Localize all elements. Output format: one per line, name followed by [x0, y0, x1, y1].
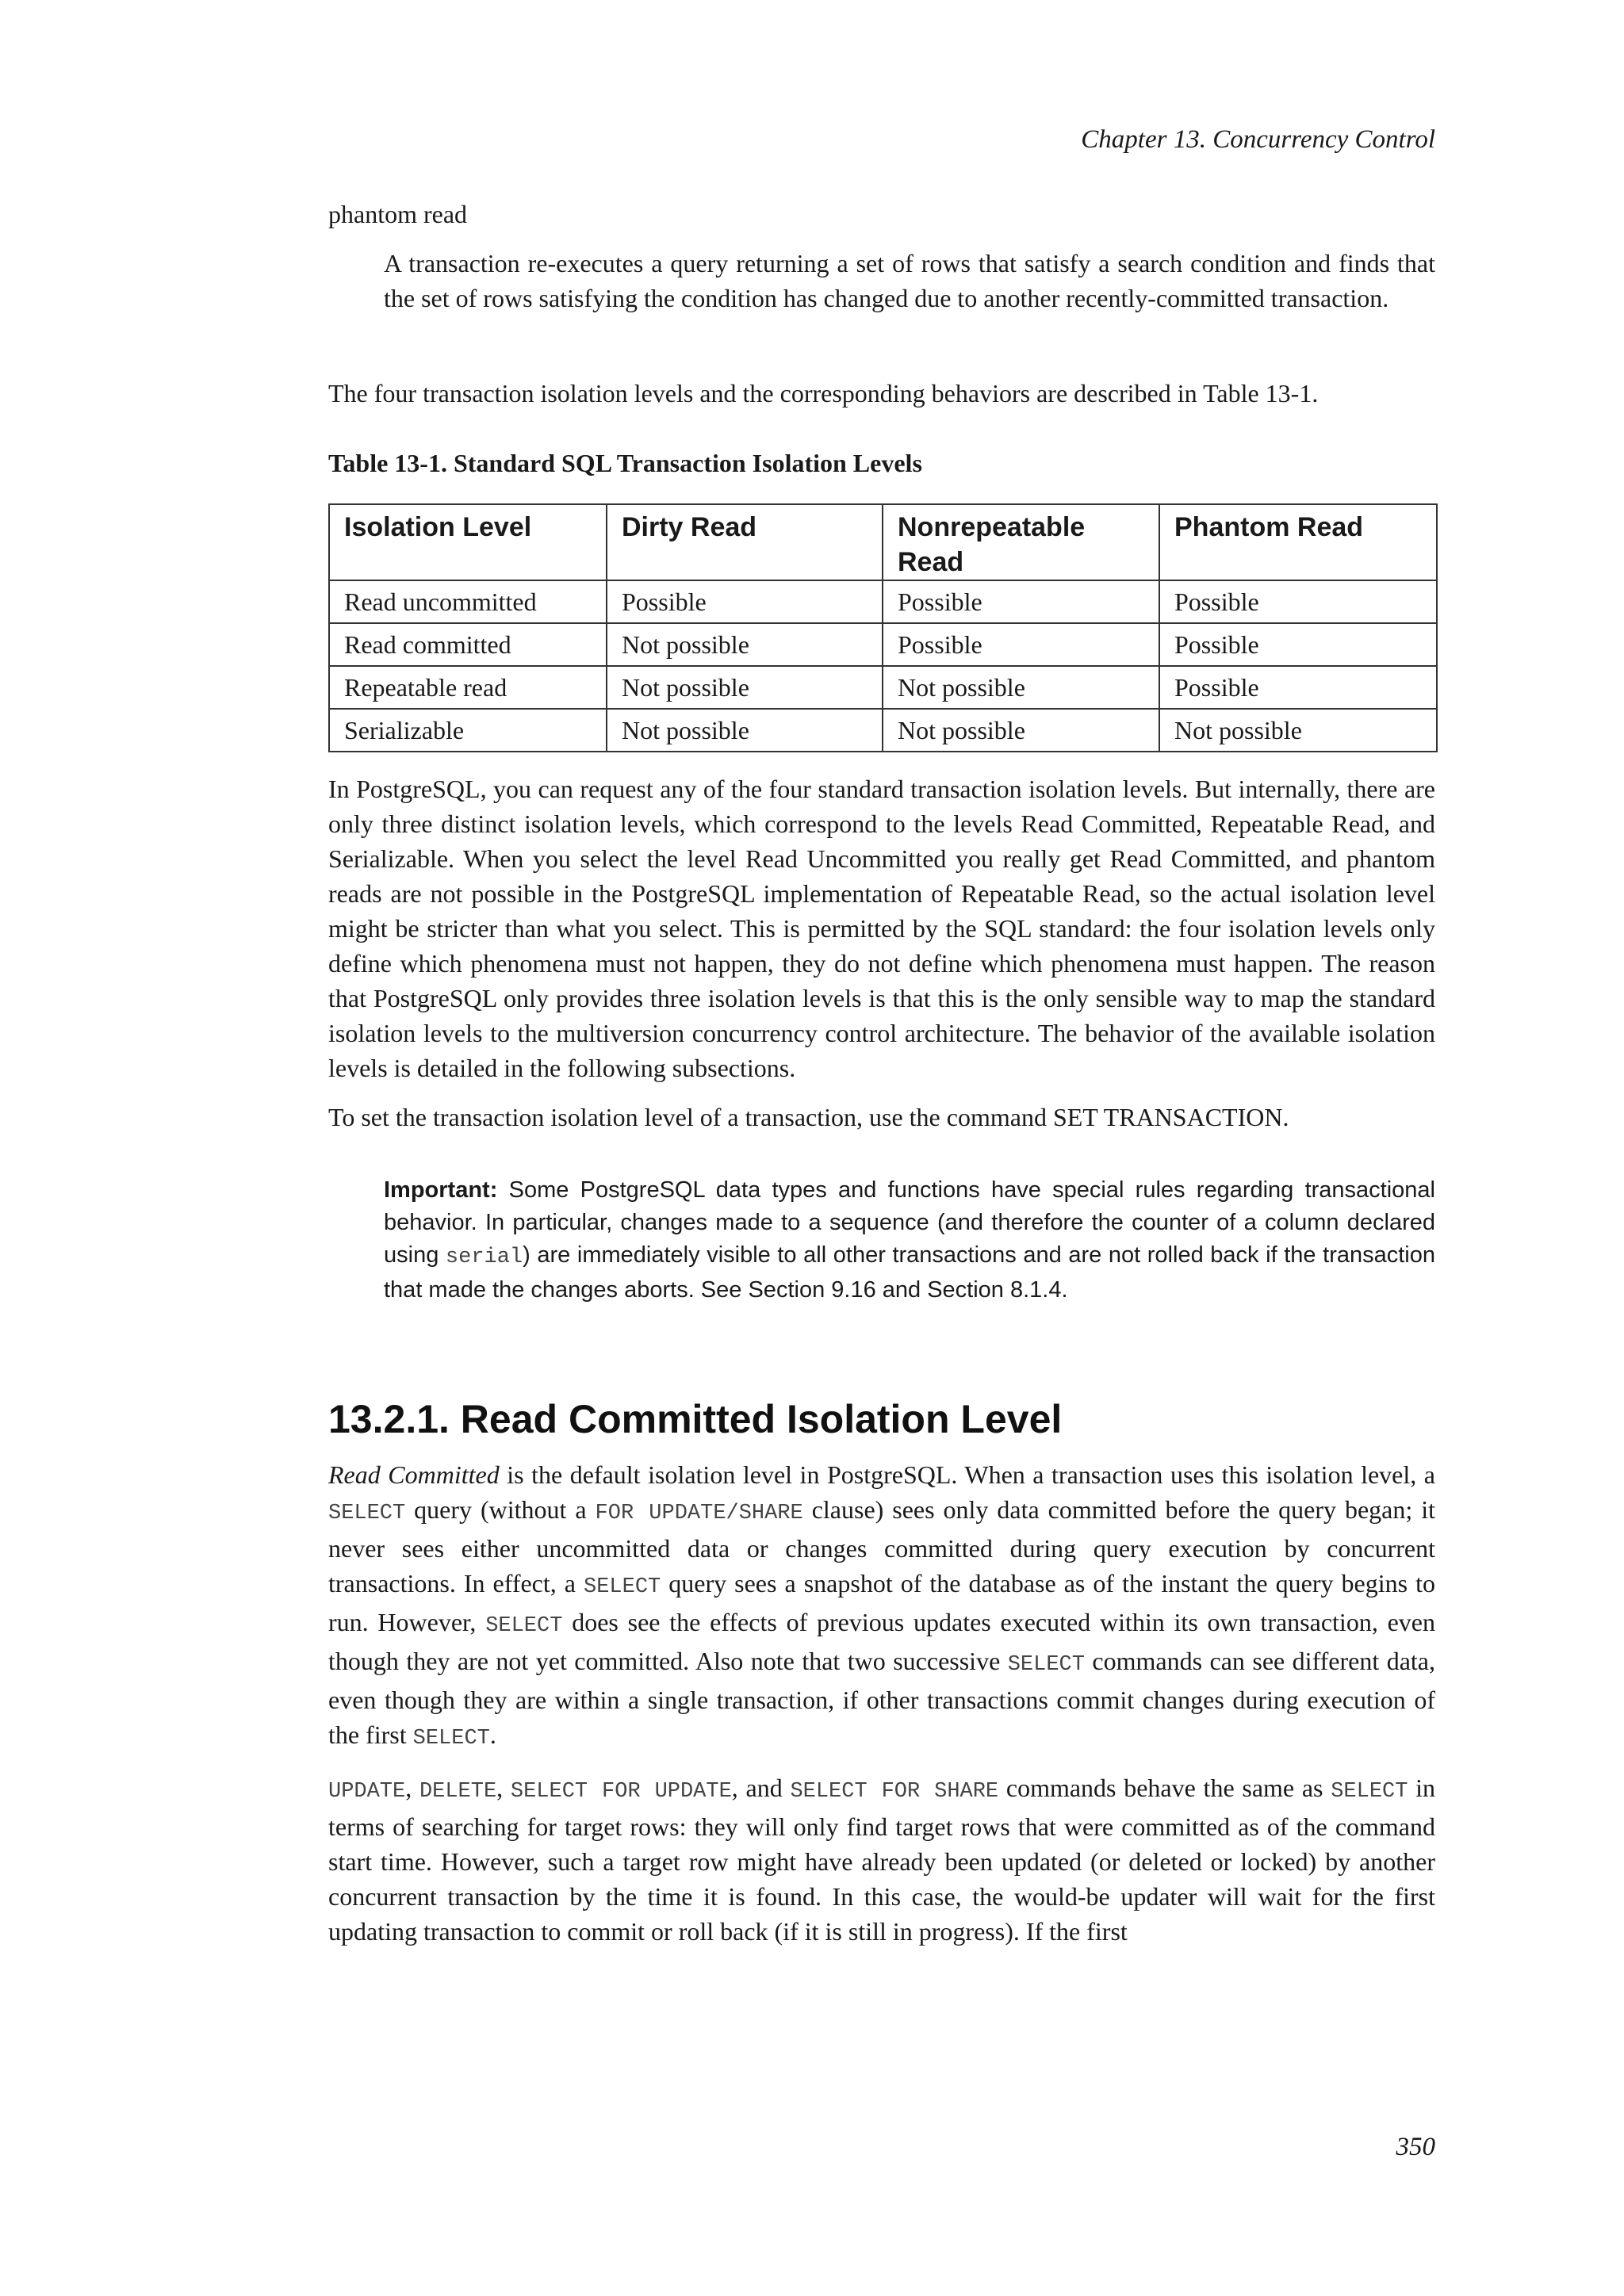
important-text-b: ) are immediately visible to all other transactions and are not rolled back if the transaction that made the changes aborts. See Section 9.16 and Section 8.1.4. [384, 1242, 1435, 1303]
code-select: SELECT [485, 1614, 563, 1638]
table-cell: Not possible [883, 709, 1159, 752]
table-cell: Possible [607, 580, 883, 623]
read-committed-paragraph-2 [328, 1770, 1435, 1949]
text-run: does see the effects of previous updates executed within its own transaction, even though they are not yet committed. Also note that two successive [328, 1608, 1436, 1675]
table-row [329, 623, 1437, 666]
table-cell: Not possible [607, 709, 883, 752]
table-cell: Possible [1159, 580, 1437, 623]
table-cell: Not possible [1159, 709, 1437, 752]
header-nonrepeatable-read: Nonrepeatable Read [883, 504, 1159, 580]
text-run: , [496, 1774, 511, 1802]
postgres-isolation-paragraph: In PostgreSQL, you can request any of the four standard transaction isolation levels. But internally, there are only three distinct isolation levels, which correspond to the levels Read Committed, Repeatable Read, and Serializable. When you select the level Read Uncommitted you really get Read Committed, and phantom reads are not possible in the PostgreSQL implementation of Repeatable Read, so the actual isolation level might be stricter than what you select. This is permitted by the SQL standard: the four isolation levels only define which phenomena must not happen, they do not define which phenomena must happen. The reason that PostgreSQL only provides three isolation levels is that this is the only sensible way to map the standard isolation levels to the multiversion concurrency control architecture. The behavior of the available isolation levels is detailed in the following subsections. [328, 775, 1435, 1082]
table-cell: Read uncommitted [329, 580, 607, 623]
section-heading: 13.2.1. Read Committed Isolation Level [328, 1397, 1063, 1441]
running-head: Chapter 13. Concurrency Control [1081, 125, 1435, 154]
code-select: SELECT [584, 1575, 661, 1599]
table-cell: Not possible [607, 623, 883, 666]
table-cell: Not possible [607, 666, 883, 709]
code-for-update-share: FOR UPDATE/SHARE [595, 1502, 803, 1525]
table-cell: Possible [883, 623, 1159, 666]
emphasis-read-committed: Read Committed [328, 1460, 500, 1489]
read-committed-paragraph-1 [328, 1457, 1435, 1756]
code-select: SELECT [412, 1727, 490, 1751]
table-cell: Possible [1159, 623, 1437, 666]
table-row [329, 709, 1437, 752]
set-transaction-paragraph: To set the transaction isolation level of a transaction, use the command SET TRANSACTION. [328, 1103, 1289, 1131]
code-select-for-share: SELECT FOR SHARE [790, 1780, 999, 1804]
table-cell: Read committed [329, 623, 607, 666]
table-cell: Repeatable read [329, 666, 607, 709]
table-cell: Serializable [329, 709, 607, 752]
code-select: SELECT [1331, 1780, 1408, 1804]
code-select-for-update: SELECT FOR UPDATE [510, 1780, 732, 1804]
table-cell: Not possible [883, 666, 1159, 709]
intro-paragraph: The four transaction isolation levels and the corresponding behaviors are described in Table 13-1. [328, 379, 1319, 408]
text-run: is the default isolation level in PostgreSQL. When a transaction uses this isolation level, a [499, 1460, 1436, 1489]
text-run: query (without a [405, 1495, 596, 1524]
code-select: SELECT [1007, 1653, 1085, 1677]
table-title: Table 13-1. Standard SQL Transaction Isolation Levels [328, 449, 922, 477]
important-code: serial [445, 1246, 523, 1269]
term-phantom-read: phantom read [328, 200, 468, 228]
important-label: Important: [384, 1177, 498, 1203]
code-update: UPDATE [328, 1780, 406, 1804]
table-row [329, 580, 1437, 623]
text-run: , and [731, 1774, 791, 1802]
code-delete: DELETE [419, 1780, 497, 1804]
term-definition: A transaction re-executes a query returning a set of rows that satisfy a search condition and finds that the set of rows satisfying the condition has changed due to another recently-committed transaction. [384, 249, 1435, 312]
header-isolation-level: Isolation Level [329, 504, 607, 580]
table-row [329, 666, 1437, 709]
text-run: query sees a snapshot of the database as of the instant the query begins to run. However, [328, 1569, 1436, 1636]
text-run: , [405, 1774, 419, 1802]
important-text-a: Some PostgreSQL data types and functions have special rules regarding transactional behavior. In particular, changes made to a sequence (and therefore the counter of a column declared using [384, 1177, 1435, 1268]
page-number: 350 [1396, 2133, 1435, 2161]
code-select: SELECT [328, 1502, 406, 1525]
text-run: clause) sees only data committed before the query began; it never sees either uncommitted data or changes committed during query execution by concurrent transactions. In effect, a [328, 1495, 1436, 1598]
table-cell: Possible [883, 580, 1159, 623]
isolation-levels-table [328, 503, 1438, 752]
header-phantom-read: Phantom Read [1159, 504, 1437, 580]
text-run: commands behave the same as [998, 1774, 1331, 1802]
text-run: in terms of searching for target rows: they will only find target rows that were committed as of the command start time. However, such a target row might have already been updated (or deleted or locked) by another concurrent transaction by the time it is found. In this case, the would-be updater will wait for the first updating transaction to commit or roll back (if it is still in progress). If the first [328, 1774, 1436, 1946]
page-content [328, 189, 1435, 1949]
text-run: commands can see different data, even though they are within a single transaction, if other transactions commit changes during execution of the first [328, 1647, 1436, 1749]
table-header-row [329, 504, 1437, 580]
table-cell: Possible [1159, 666, 1437, 709]
text-run: . [489, 1720, 496, 1749]
header-dirty-read: Dirty Read [607, 504, 883, 580]
important-note [384, 1174, 1435, 1307]
